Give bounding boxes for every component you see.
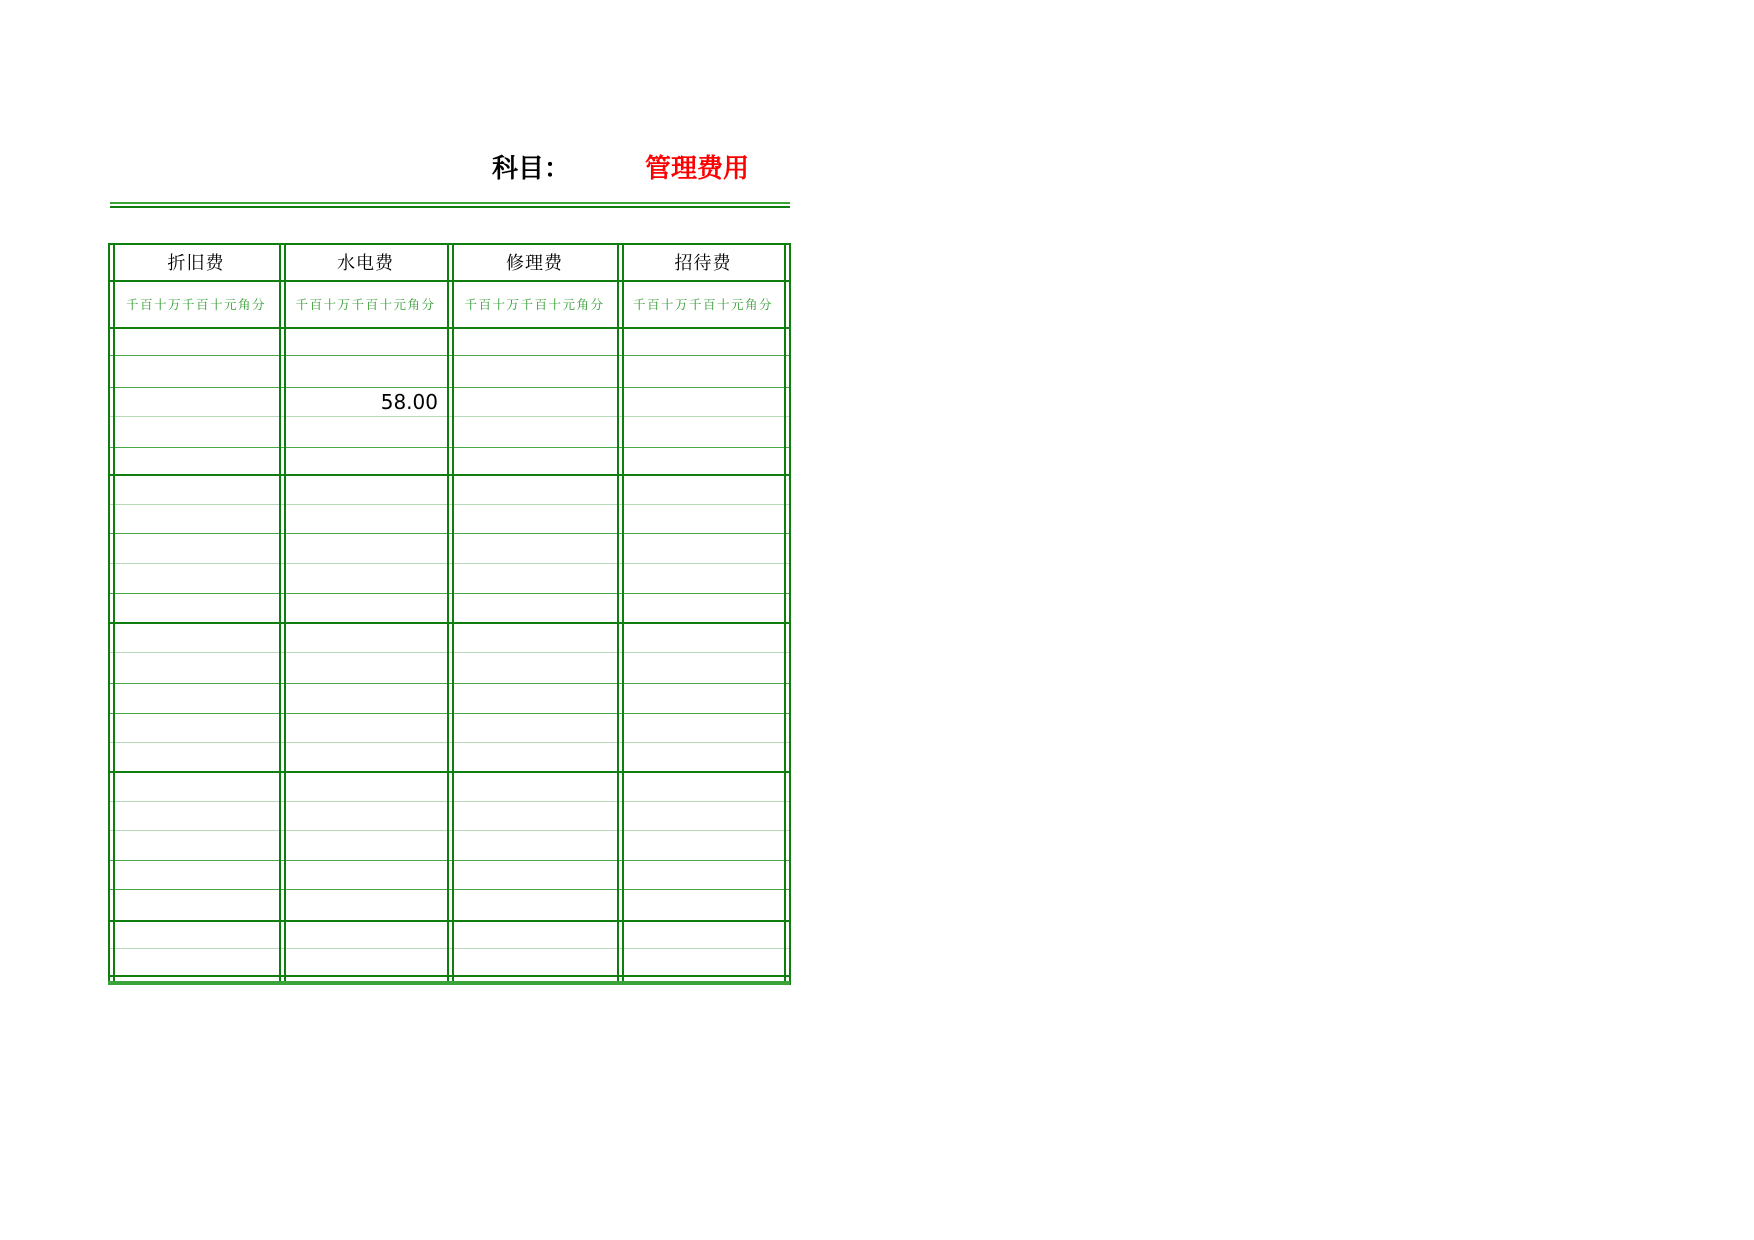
- page-title: [0, 148, 1754, 182]
- table-cell[interactable]: [452, 355, 617, 387]
- table-cell[interactable]: [113, 830, 279, 860]
- table-cell[interactable]: [284, 593, 447, 622]
- table-cell[interactable]: [284, 327, 447, 355]
- table-cell[interactable]: [284, 713, 447, 742]
- gridline-horizontal: [108, 416, 790, 417]
- column-header-zhejiufei: 折旧费: [167, 252, 225, 274]
- gridline-horizontal: [108, 280, 790, 282]
- gridline-horizontal: [108, 975, 790, 977]
- subject-value: 管理费用: [645, 154, 750, 184]
- gridline-horizontal: [108, 920, 790, 922]
- table-cell[interactable]: [622, 683, 784, 713]
- table-cell[interactable]: [622, 801, 784, 830]
- table-cell[interactable]: [113, 948, 279, 975]
- table-cell[interactable]: [113, 801, 279, 830]
- table-cell[interactable]: [622, 948, 784, 975]
- gridline-horizontal: [108, 504, 790, 505]
- table-cell[interactable]: [622, 920, 784, 948]
- table-cell[interactable]: [452, 474, 617, 504]
- table-cell[interactable]: [284, 683, 447, 713]
- gridline-horizontal: [108, 474, 790, 476]
- table-cell[interactable]: [452, 860, 617, 889]
- table-cell[interactable]: [622, 387, 784, 416]
- table-cell[interactable]: [452, 593, 617, 622]
- table-cell[interactable]: [622, 355, 784, 387]
- digit-positions-header: 千百十万千百十元角分: [632, 296, 773, 312]
- subject-label: 科目：: [492, 154, 571, 184]
- table-cell[interactable]: [622, 830, 784, 860]
- table-cell[interactable]: [113, 742, 279, 771]
- table-cell[interactable]: [113, 860, 279, 889]
- table-cell[interactable]: [452, 533, 617, 563]
- table-cell[interactable]: [452, 327, 617, 355]
- table-cell[interactable]: [622, 771, 784, 801]
- table-cell[interactable]: [284, 652, 447, 683]
- table-cell[interactable]: [452, 622, 617, 652]
- table-cell[interactable]: [113, 622, 279, 652]
- gridline-horizontal: [108, 533, 790, 534]
- table-cell[interactable]: [284, 504, 447, 533]
- gridline-horizontal: [108, 771, 790, 773]
- gridline-horizontal: [108, 830, 790, 831]
- gridline-horizontal: [108, 355, 790, 356]
- ledger-table: [108, 243, 790, 985]
- table-cell[interactable]: [452, 447, 617, 474]
- gridline-vertical: [108, 243, 110, 985]
- gridline-vertical: [789, 243, 791, 985]
- table-cell[interactable]: [284, 771, 447, 801]
- table-cell[interactable]: [622, 504, 784, 533]
- table-cell[interactable]: [622, 563, 784, 593]
- rule-line: [110, 202, 790, 204]
- table-cell[interactable]: [284, 889, 447, 920]
- column-header-xiulifei: 修理费: [506, 252, 563, 274]
- table-cell[interactable]: [113, 593, 279, 622]
- gridline-vertical: [784, 243, 786, 985]
- table-cell[interactable]: [284, 920, 447, 948]
- table-cell[interactable]: [113, 652, 279, 683]
- digit-positions-header: 千百十万千百十元角分: [125, 296, 266, 312]
- gridline-vertical: [622, 243, 624, 985]
- table-cell[interactable]: [622, 474, 784, 504]
- table-cell[interactable]: [452, 504, 617, 533]
- column-header-shuidianfei: 水电费: [337, 252, 394, 274]
- table-cell[interactable]: [284, 355, 447, 387]
- table-cell[interactable]: [452, 563, 617, 593]
- table-cell[interactable]: [113, 889, 279, 920]
- table-cell[interactable]: [113, 563, 279, 593]
- table-cell[interactable]: [284, 830, 447, 860]
- gridline-horizontal: [108, 447, 790, 448]
- table-cell[interactable]: [622, 327, 784, 355]
- gridline-horizontal: [108, 563, 790, 564]
- table-cell[interactable]: [284, 563, 447, 593]
- table-cell[interactable]: [622, 742, 784, 771]
- table-cell[interactable]: [452, 801, 617, 830]
- gridline-horizontal: [108, 801, 790, 802]
- table-cell[interactable]: [113, 920, 279, 948]
- table-cell[interactable]: [284, 742, 447, 771]
- gridline-vertical: [113, 243, 115, 985]
- gridline-horizontal: [108, 593, 790, 594]
- table-cell[interactable]: [284, 533, 447, 563]
- table-cell[interactable]: [622, 713, 784, 742]
- table-cell[interactable]: [452, 387, 617, 416]
- table-cell[interactable]: [284, 801, 447, 830]
- table-cell[interactable]: [113, 713, 279, 742]
- table-cell[interactable]: [284, 948, 447, 975]
- gridline-horizontal: [108, 683, 790, 684]
- gridline-horizontal: [108, 948, 790, 949]
- table-cell[interactable]: [452, 742, 617, 771]
- gridline-horizontal: [108, 622, 790, 624]
- gridline-horizontal: [108, 860, 790, 861]
- top-double-rule: [110, 202, 790, 210]
- table-cell[interactable]: [113, 387, 279, 416]
- table-cell[interactable]: [113, 771, 279, 801]
- gridline-vertical: [617, 243, 619, 985]
- bottom-border-band: [108, 981, 790, 985]
- table-cell[interactable]: [452, 713, 617, 742]
- table-cell[interactable]: [113, 474, 279, 504]
- column-header-zhaodaifei: 招待费: [674, 252, 732, 274]
- table-cell[interactable]: [622, 533, 784, 563]
- table-cell[interactable]: [113, 447, 279, 474]
- gridline-vertical: [279, 243, 281, 985]
- digit-positions-header: 千百十万千百十元角分: [295, 296, 436, 312]
- table-cell[interactable]: [622, 652, 784, 683]
- table-cell[interactable]: [284, 416, 447, 447]
- table-cell[interactable]: [284, 622, 447, 652]
- gridline-vertical: [447, 243, 449, 985]
- table-cell[interactable]: [622, 860, 784, 889]
- gridline-horizontal: [108, 387, 790, 388]
- table-cell[interactable]: [113, 683, 279, 713]
- table-cell[interactable]: [113, 327, 279, 355]
- table-cell[interactable]: [452, 683, 617, 713]
- table-cell[interactable]: [622, 447, 784, 474]
- table-cell[interactable]: [113, 533, 279, 563]
- table-cell[interactable]: [622, 622, 784, 652]
- rule-line: [110, 206, 790, 208]
- table-cell[interactable]: [622, 889, 784, 920]
- table-cell[interactable]: [284, 860, 447, 889]
- gridline-horizontal: [108, 652, 790, 653]
- table-cell[interactable]: [284, 474, 447, 504]
- table-cell[interactable]: [452, 920, 617, 948]
- table-cell[interactable]: [284, 447, 447, 474]
- table-cell[interactable]: [452, 948, 617, 975]
- table-cell[interactable]: [452, 771, 617, 801]
- table-cell[interactable]: [452, 830, 617, 860]
- table-cell[interactable]: [113, 355, 279, 387]
- gridline-horizontal: [108, 742, 790, 743]
- gridline-horizontal: [108, 327, 790, 329]
- table-cell[interactable]: [452, 889, 617, 920]
- table-cell[interactable]: [622, 593, 784, 622]
- gridline-horizontal: [108, 713, 790, 714]
- table-cell[interactable]: [622, 416, 784, 447]
- gridline-vertical: [284, 243, 286, 985]
- table-cell[interactable]: 58.00: [380, 389, 438, 414]
- gridline-horizontal: [108, 889, 790, 890]
- table-cell[interactable]: [113, 504, 279, 533]
- digit-positions-header: 千百十万千百十元角分: [464, 296, 605, 312]
- gridline-vertical: [452, 243, 454, 985]
- table-cell[interactable]: [452, 416, 617, 447]
- table-cell[interactable]: [113, 416, 279, 447]
- table-cell[interactable]: [452, 652, 617, 683]
